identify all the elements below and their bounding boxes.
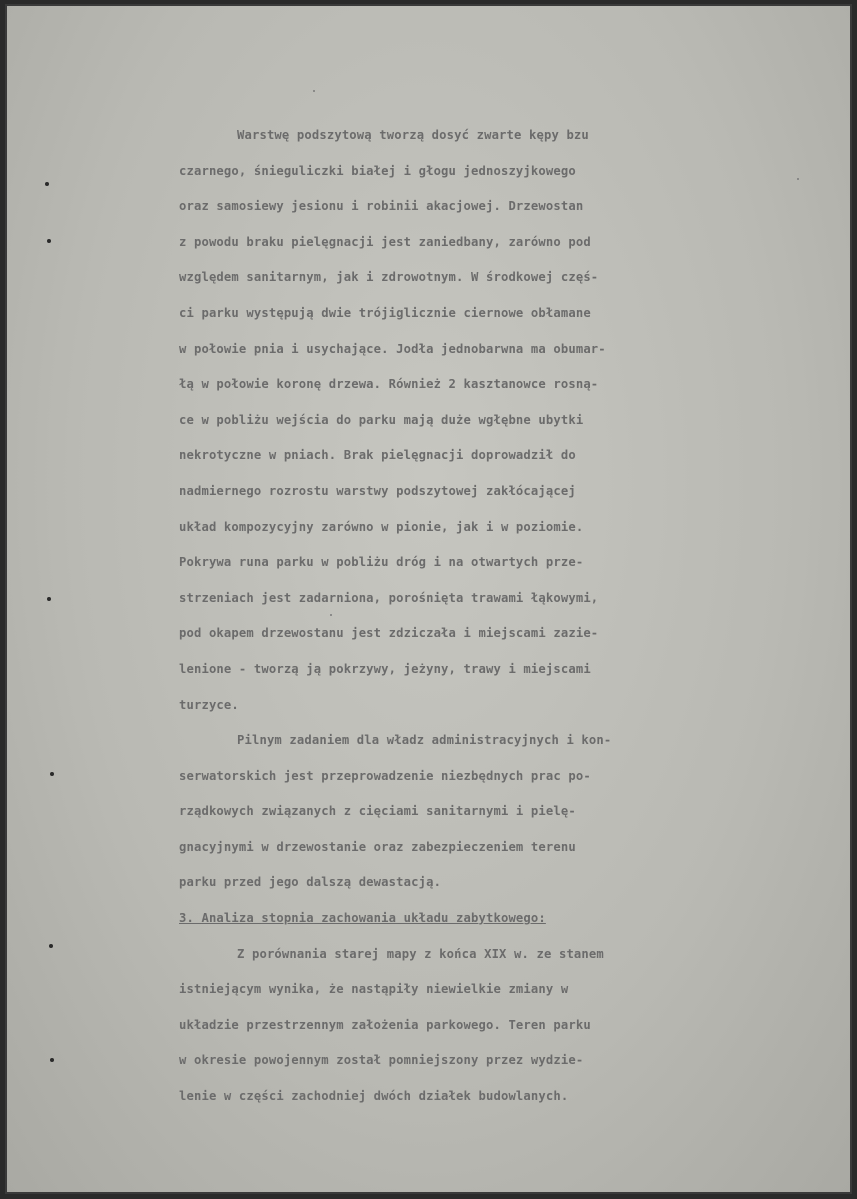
text-line: z powodu braku pielęgnacji jest zaniedbany, zarówno pod	[179, 234, 591, 249]
text-line: nekrotyczne w pniach. Brak pielęgnacji doprowadził do	[179, 448, 576, 463]
margin-mark	[47, 597, 51, 601]
text-line: gnacyjnymi w drzewostanie oraz zabezpieczeniem terenu	[179, 839, 576, 854]
margin-mark	[50, 1058, 54, 1062]
text-line: Z porównania starej mapy z końca XIX w. ze stanem	[237, 946, 604, 961]
document-page	[5, 4, 852, 1194]
text-line: strzeniach jest zadarniona, porośnięta trawami łąkowymi,	[179, 590, 599, 605]
text-line: serwatorskich jest przeprowadzenie niezbędnych prac po-	[179, 768, 591, 783]
text-line: względem sanitarnym, jak i zdrowotnym. W środkowej częś-	[179, 270, 599, 285]
paper-speck	[313, 90, 315, 92]
text-line: lenie w części zachodniej dwóch działek budowlanych.	[179, 1089, 569, 1104]
text-line: nadmiernego rozrostu warstwy podszytowej zakłócającej	[179, 483, 576, 498]
section-heading: 3. Analiza stopnia zachowania układu zabytkowego:	[179, 911, 546, 926]
typed-text-block	[179, 118, 779, 1115]
text-line: Pokrywa runa parku w pobliżu dróg i na otwartych prze-	[179, 555, 584, 570]
paper-speck	[797, 178, 799, 180]
margin-mark	[47, 239, 51, 243]
text-line: parku przed jego dalszą dewastacją.	[179, 875, 442, 890]
text-line: pod okapem drzewostanu jest zdziczała i miejscami zazie-	[179, 626, 599, 641]
text-line: istniejącym wynika, że nastąpiły niewielkie zmiany w	[179, 982, 569, 997]
margin-mark	[50, 772, 54, 776]
text-line: oraz samosiewy jesionu i robinii akacjowej. Drzewostan	[179, 199, 584, 214]
text-line: czarnego, śnieguliczki białej i głogu jednoszyjkowego	[179, 163, 576, 178]
text-line: łą w połowie koronę drzewa. Również 2 kasztanowce rosną-	[179, 377, 599, 392]
text-line: Pilnym zadaniem dla władz administracyjnych i kon-	[237, 733, 612, 748]
text-line: w połowie pnia i usychające. Jodła jednobarwna ma obumar-	[179, 341, 606, 356]
text-line: ce w pobliżu wejścia do parku mają duże wgłębne ubytki	[179, 412, 584, 427]
text-line: rządkowych związanych z cięciami sanitarnymi i pielę-	[179, 804, 576, 819]
text-line: Warstwę podszytową tworzą dosyć zwarte kępy bzu	[237, 128, 589, 142]
text-line: lenione - tworzą ją pokrzywy, jeżyny, trawy i miejscami	[179, 661, 591, 676]
text-line: ci parku występują dwie trójiglicznie ciernowe obłamane	[179, 305, 591, 320]
text-line: układzie przestrzennym założenia parkowego. Teren parku	[179, 1017, 591, 1032]
margin-mark	[45, 182, 49, 186]
text-line: układ kompozycyjny zarówno w pionie, jak i w poziomie.	[179, 519, 584, 534]
text-line: turzyce.	[179, 697, 239, 712]
margin-mark	[49, 944, 53, 948]
text-line: w okresie powojennym został pomniejszony przez wydzie-	[179, 1053, 584, 1068]
